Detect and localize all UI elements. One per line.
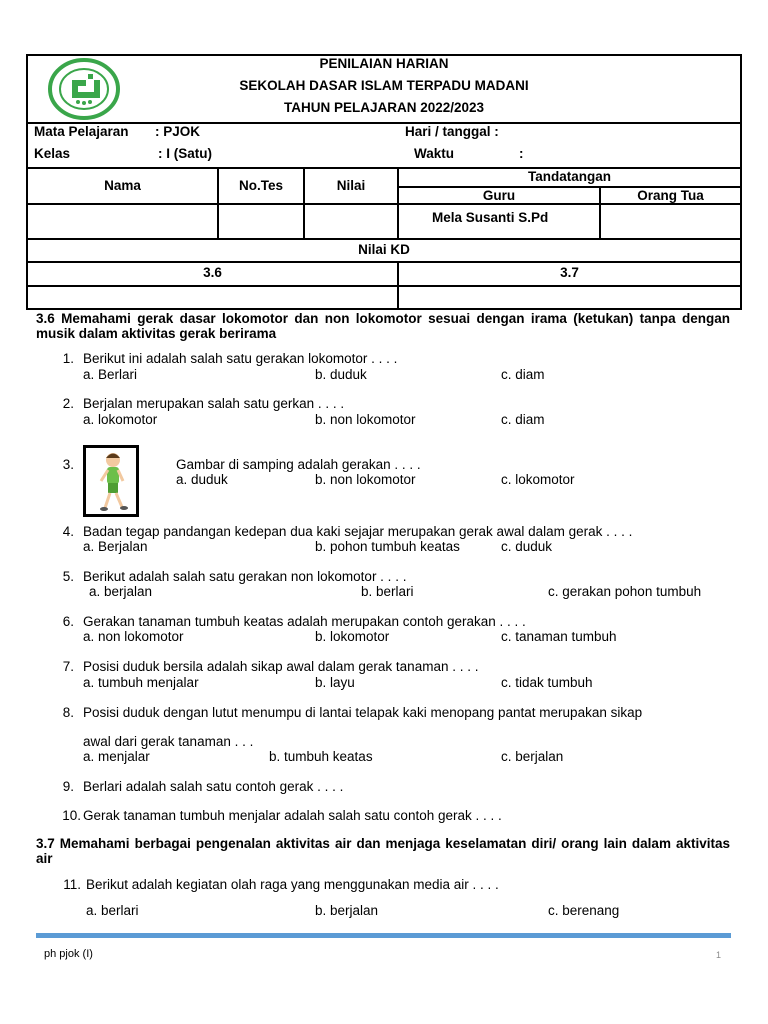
question-text: Badan tegap pandangan kedepan dua kaki sejajar merupakan gerak awal dalam gerak . . . . — [83, 524, 633, 539]
option-c: c. gerakan pohon tumbuh — [548, 584, 702, 599]
footer-label: ph pjok (I) — [44, 948, 93, 960]
question-text: Gerak tanaman tumbuh menjalar adalah salah satu contoh gerak . . . . — [83, 808, 502, 823]
col-teacher: Guru — [482, 188, 516, 203]
col-score: Nilai — [336, 178, 366, 193]
footer-rule — [36, 933, 731, 938]
question-number: 9. — [62, 779, 74, 794]
question-number: 10. — [62, 808, 81, 823]
col-no-tes: No.Tes — [238, 178, 283, 193]
question-number: 3. — [62, 457, 74, 472]
question-text: Berlari adalah salah satu contoh gerak . . . . — [83, 779, 344, 794]
question-text: Gambar di samping adalah gerakan . . . . — [176, 457, 421, 472]
divider — [26, 203, 742, 205]
subject-label: Mata Pelajaran — [34, 124, 129, 139]
option-b: b. pohon tumbuh keatas — [315, 539, 460, 554]
option-b: b. tumbuh keatas — [269, 749, 373, 764]
kd-3-7: 3.7 — [560, 265, 579, 280]
option-b: b. berlari — [361, 584, 414, 599]
option-c: c. diam — [501, 412, 545, 427]
section-3-7-heading: 3.7 Memahami berbagai pengenalan aktivitas air dan menjaga keselamatan diri/ orang lain dalam aktivitas air — [36, 836, 730, 866]
question-number: 5. — [62, 569, 74, 584]
option-c: c. lokomotor — [501, 472, 575, 487]
question-number: 11. — [63, 877, 81, 892]
question-text: Posisi duduk dengan lutut menumpu di lantai telapak kaki menopang pantat merupakan sikap — [83, 705, 643, 720]
option-a: a. lokomotor — [83, 412, 158, 427]
class-label: Kelas — [34, 146, 71, 161]
question-number: 4. — [62, 524, 74, 539]
option-c: c. diam — [501, 367, 545, 382]
option-c: c. tanaman tumbuh — [501, 629, 617, 644]
question-text: Berikut adalah kegiatan olah raga yang menggunakan media air . . . . — [86, 877, 499, 892]
option-c: c. tidak tumbuh — [501, 675, 593, 690]
option-a: a. berlari — [86, 903, 139, 918]
option-c: c. berjalan — [501, 749, 564, 764]
question-number: 1. — [62, 351, 74, 366]
option-b: b. non lokomotor — [315, 412, 416, 427]
class-value: : I (Satu) — [158, 146, 212, 161]
option-a: a. tumbuh menjalar — [83, 675, 199, 690]
option-a: a. non lokomotor — [83, 629, 184, 644]
option-a: a. duduk — [176, 472, 228, 487]
option-a: a. berjalan — [89, 584, 153, 599]
page-number: 1 — [716, 950, 722, 960]
day-label: Hari / tanggal : — [405, 124, 499, 139]
option-b: b. layu — [315, 675, 355, 690]
subject-value: : PJOK — [155, 124, 201, 139]
question-text: Gerakan tanaman tumbuh keatas adalah merupakan contoh gerakan . . . . — [83, 614, 526, 629]
kd-3-6: 3.6 — [203, 265, 222, 280]
divider — [26, 285, 742, 287]
header-title-1: PENILAIAN HARIAN — [319, 56, 449, 71]
option-a: a. Berlari — [83, 367, 138, 382]
question-number: 7. — [62, 659, 74, 674]
time-colon: : — [519, 146, 524, 161]
option-b: b. non lokomotor — [315, 472, 416, 487]
question-text: Berikut ini adalah salah satu gerakan lokomotor . . . . — [83, 351, 398, 366]
divider — [26, 261, 742, 263]
col-signature: Tandatangan — [527, 169, 611, 184]
option-c: c. berenang — [548, 903, 620, 918]
header-title-3: TAHUN PELAJARAN 2022/2023 — [283, 100, 485, 115]
kd-label: Nilai KD — [358, 242, 410, 257]
question-text: Posisi duduk bersila adalah sikap awal dalam gerak tanaman . . . . — [83, 659, 479, 674]
time-label: Waktu — [414, 146, 454, 161]
question-text: Berjalan merupakan salah satu gerkan . . . . — [83, 396, 345, 411]
header-title-2: SEKOLAH DASAR ISLAM TERPADU MADANI — [239, 78, 529, 93]
divider — [26, 238, 742, 240]
col-parent: Orang Tua — [637, 188, 704, 203]
question-number: 2. — [62, 396, 74, 411]
option-a: a. Berjalan — [83, 539, 148, 554]
option-b: b. duduk — [315, 367, 367, 382]
divider — [26, 122, 742, 124]
option-b: b. berjalan — [315, 903, 379, 918]
question-text: Berikut adalah salah satu gerakan non lokomotor . . . . — [83, 569, 407, 584]
section-3-6-heading: 3.6 Memahami gerak dasar lokomotor dan non lokomotor sesuai dengan irama (ketukan) tanpa dengan musik dalam aktivitas gerak berirama — [36, 311, 730, 341]
question-number: 6. — [62, 614, 74, 629]
option-c: c. duduk — [501, 539, 553, 554]
walking-child-picture — [83, 445, 139, 517]
teacher-name: Mela Susanti S.Pd — [432, 210, 549, 225]
question-number: 8. — [62, 705, 74, 720]
option-b: b. lokomotor — [315, 629, 390, 644]
col-name: Nama — [104, 178, 141, 193]
option-a: a. menjalar — [83, 749, 150, 764]
question-text-cont: awal dari gerak tanaman . . . — [83, 734, 254, 749]
